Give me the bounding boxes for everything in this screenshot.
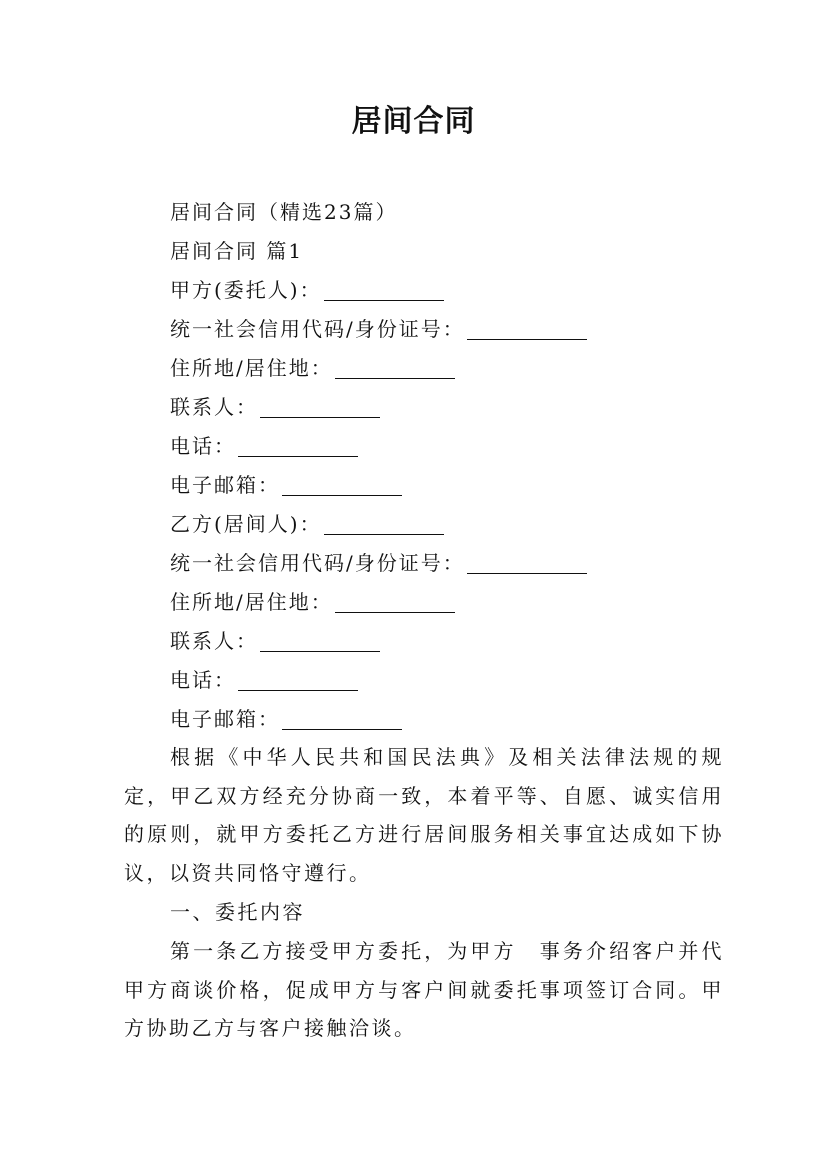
clause-1-paragraph: 第一条乙方接受甲方委托，为甲方 事务介绍客户并代甲方商谈价格，促成甲方与客户间就委托事项签订合同。甲方协助乙方与客户接触洽谈。 <box>124 939 724 1041</box>
fill-blank <box>260 650 380 652</box>
party-b-contact-field: 联系人： <box>170 625 380 657</box>
fill-blank <box>467 572 587 574</box>
party-a-name-field: 甲方(委托人)： <box>170 274 444 306</box>
fill-blank <box>335 611 455 613</box>
party-b-address-field: 住所地/居住地： <box>170 586 455 618</box>
fill-blank <box>324 299 444 301</box>
section-heading-1: 一、委托内容 <box>170 900 305 924</box>
party-a-email-field: 电子邮箱： <box>170 469 402 501</box>
fill-blank <box>282 728 402 730</box>
heading-article-1: 居间合同 篇1 <box>170 239 304 263</box>
document-title: 居间合同 <box>351 104 476 139</box>
fill-blank <box>335 377 455 379</box>
party-b-id-field: 统一社会信用代码/身份证号： <box>170 547 587 579</box>
fill-blank <box>260 416 380 418</box>
heading-collection: 居间合同（精选23篇） <box>170 200 398 224</box>
preamble-paragraph: 根据《中华人民共和国民法典》及相关法律法规的规定，甲乙双方经充分协商一致，本着平等、自愿、诚实信用的原则，就甲方委托乙方进行居间服务相关事宜达成如下协议，以资共同恪守遵行。 <box>124 745 724 886</box>
party-a-contact-field: 联系人： <box>170 391 380 423</box>
fill-blank <box>238 455 358 457</box>
party-a-address-field: 住所地/居住地： <box>170 352 455 384</box>
party-b-phone-field: 电话： <box>170 664 358 696</box>
fill-blank <box>467 338 587 340</box>
party-a-phone-field: 电话： <box>170 430 358 462</box>
party-a-id-field: 统一社会信用代码/身份证号： <box>170 313 587 345</box>
fill-blank <box>324 533 444 535</box>
fill-blank <box>282 494 402 496</box>
fill-blank <box>238 689 358 691</box>
party-b-email-field: 电子邮箱： <box>170 703 402 735</box>
party-b-name-field: 乙方(居间人)： <box>170 508 444 540</box>
